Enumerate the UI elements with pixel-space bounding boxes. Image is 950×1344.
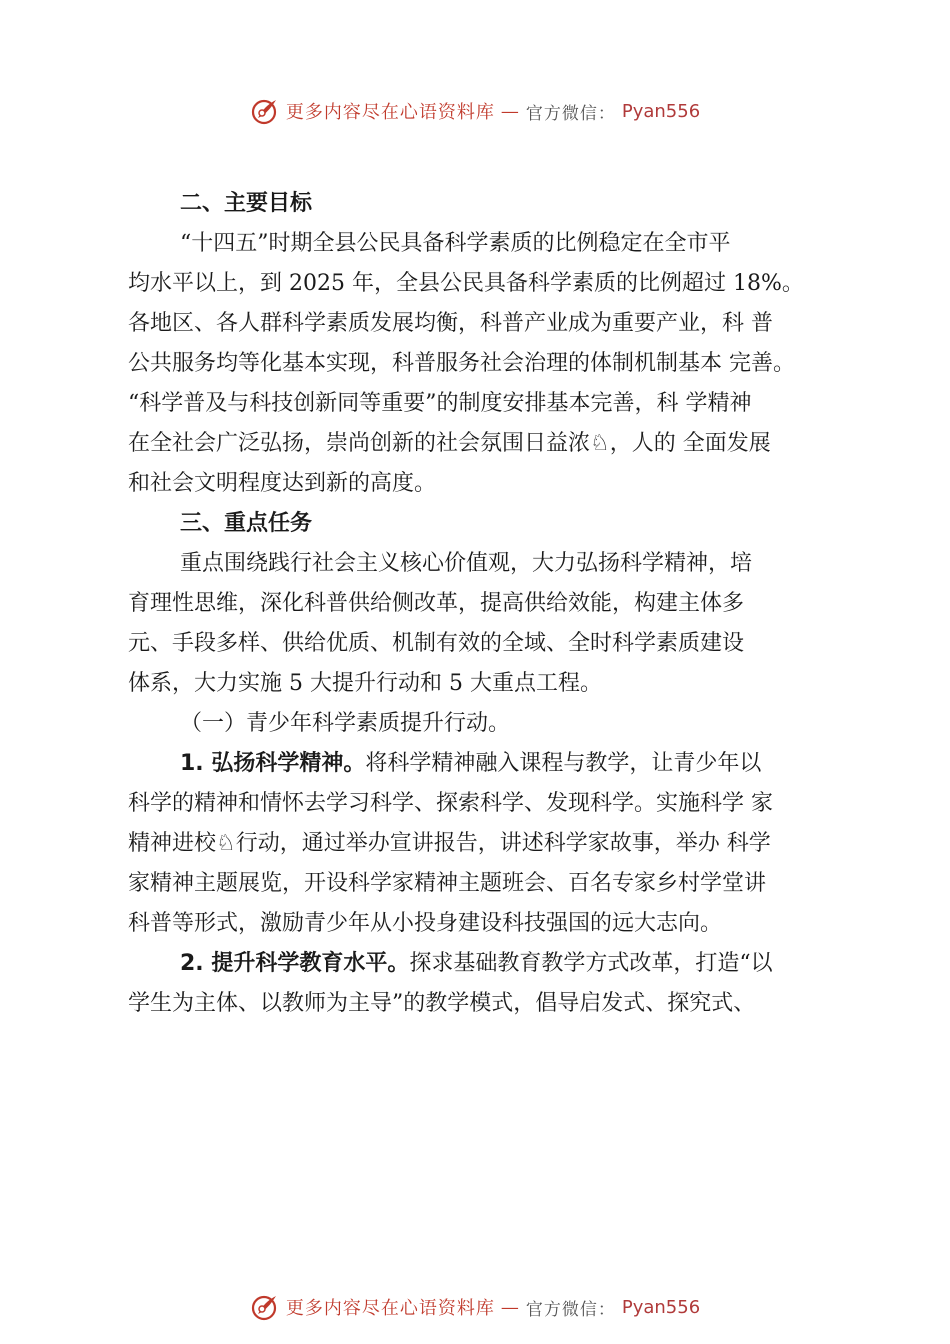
item-text: 探求基础教育教学方式改革，打造“以 [409, 951, 773, 976]
watermark-footer [0, 1292, 950, 1322]
item-lead-science-spirit: 1. 弘扬科学精神。 [180, 751, 366, 776]
watermark-dash: — [500, 1296, 520, 1318]
watermark-wechat-id: Pyan556 [621, 1296, 701, 1318]
document-body [128, 184, 858, 1024]
watermark-dash: — [500, 100, 520, 122]
item-lead-science-education: 2. 提升科学教育水平。 [180, 951, 410, 976]
paragraph-line: 在全社会广泛弘扬，崇尚创新的社会氛围日益浓♘，人的 全面发展 [128, 431, 771, 456]
paragraph-line: “十四五”时期全县公民具备科学素质的比例稳定在全市平 [180, 231, 731, 256]
watermark-label: 官方微信： [525, 1299, 616, 1320]
paragraph-line: 精神进校♘行动，通过举办宣讲报告，讲述科学家故事，举办 科学 [128, 831, 771, 856]
quill-logo-icon [250, 96, 280, 126]
paragraph-line: 各地区、各人群科学素质发展均衡，科普产业成为重要产业，科 普 [128, 311, 773, 336]
watermark-header [0, 96, 950, 126]
paragraph-line: “科学普及与科技创新同等重要”的制度安排基本完善，科 学精神 [128, 391, 752, 416]
watermark-label: 官方微信： [525, 103, 616, 124]
paragraph-line: 均水平以上，到 2025 年，全县公民具备科学素质的比例超过 18%。 [128, 271, 804, 296]
watermark-text: 更多内容尽在心语资料库 [285, 1298, 495, 1319]
quill-logo-icon [250, 1292, 280, 1322]
paragraph-line: 科普等形式，激励青少年从小投身建设科技强国的远大志向。 [128, 911, 723, 936]
item-first-line [128, 744, 858, 784]
paragraph-line: 育理性思维，深化科普供给侧改革，提高供给效能，构建主体多 [128, 591, 745, 616]
paragraph-line: 学生为主体、以教师为主导”的教学模式，倡导启发式、探究式、 [128, 991, 756, 1016]
paragraph-line: 科学的精神和情怀去学习科学、探索科学、发现科学。实施科学 家 [128, 791, 773, 816]
item-first-line [128, 944, 858, 984]
subsection-heading-youth: （一）青少年科学素质提升行动。 [180, 711, 511, 736]
watermark-text: 更多内容尽在心语资料库 [285, 102, 495, 123]
item-text: 将科学精神融入课程与教学，让青少年以 [365, 751, 762, 776]
watermark-wechat-id: Pyan556 [621, 100, 701, 122]
paragraph-line: 元、手段多样、供给优质、机制有效的全域、全时科学素质建设 [128, 631, 745, 656]
paragraph-line: 和社会文明程度达到新的高度。 [128, 471, 437, 496]
section-heading-goals: 二、主要目标 [180, 191, 313, 216]
paragraph-line: 公共服务均等化基本实现，科普服务社会治理的体制机制基本 完善。 [128, 351, 795, 376]
paragraph-line: 重点围绕践行社会主义核心价值观，大力弘扬科学精神，培 [180, 551, 753, 576]
paragraph-line: 体系，大力实施 5 大提升行动和 5 大重点工程。 [128, 671, 602, 696]
paragraph-line: 家精神主题展览，开设科学家精神主题班会、百名专家乡村学堂讲 [128, 871, 767, 896]
section-heading-tasks: 三、重点任务 [180, 511, 313, 536]
